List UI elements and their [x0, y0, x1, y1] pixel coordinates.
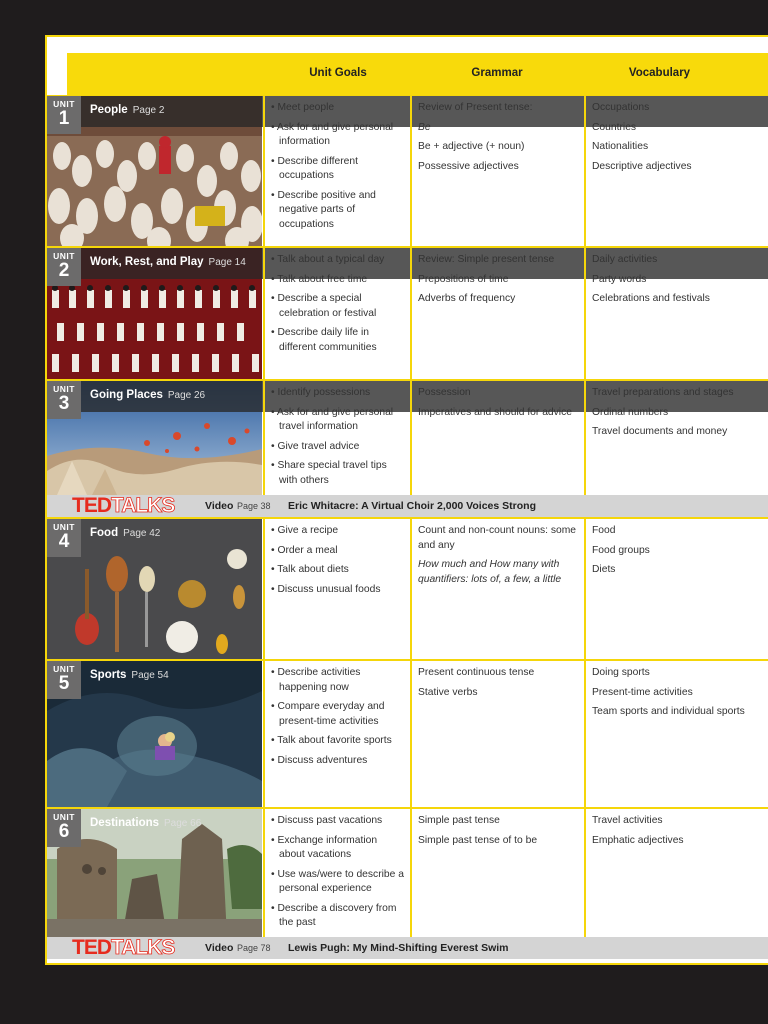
unit-row-4 — [47, 519, 768, 659]
ted-talks-bar-2[interactable] — [47, 937, 768, 959]
unit-row-6 — [47, 809, 768, 937]
unit-2-goals — [263, 248, 410, 379]
goal-item: • Describe a discovery from the past — [271, 902, 404, 931]
unit-title-text: Sports — [90, 669, 127, 681]
goal-item: • Discuss unusual foods — [271, 583, 404, 598]
unit-row-2 — [47, 248, 768, 379]
goal-item: • Give travel advice — [271, 440, 404, 455]
unit-page: Page 66 — [164, 818, 202, 829]
unit-5-vocabulary — [584, 661, 768, 807]
unit-2-vocabulary — [584, 248, 768, 379]
grammar-item: Be — [418, 121, 431, 133]
goal-item: • Talk about diets — [271, 563, 404, 578]
goal-item: • Use was/were to describe a personal experience — [271, 868, 404, 897]
unit-title-text: People — [90, 104, 128, 116]
goal-item: • Share special travel tips with others — [271, 459, 404, 488]
ted-talks-logo: TEDTALKS — [72, 494, 175, 517]
grammar-item: Simple past tense — [418, 815, 500, 826]
unit-5-grammar — [410, 661, 584, 807]
unit-label: UNIT — [53, 664, 75, 674]
unit-label: UNIT — [53, 99, 75, 109]
vocab-item: Food — [592, 525, 616, 536]
unit-number: 2 — [58, 260, 70, 281]
unit-4-vocabulary — [584, 519, 768, 659]
vocab-item: Countries — [592, 121, 637, 133]
grammar-item: Stative verbs — [418, 686, 478, 698]
vocab-item: Food groups — [592, 544, 650, 556]
unit-2-tag — [47, 248, 81, 286]
unit-row-3 — [47, 381, 768, 495]
unit-page: Page 14 — [208, 257, 246, 268]
vocab-item: Nationalities — [592, 141, 649, 152]
unit-row-1 — [47, 96, 768, 246]
unit-label: UNIT — [53, 812, 75, 822]
unit-4-tag — [47, 519, 81, 557]
unit-5-tag — [47, 661, 81, 699]
unit-number: 4 — [58, 531, 70, 552]
grammar-item: Be + adjective (+ noun) — [418, 141, 525, 152]
goal-item: • Talk about favorite sports — [271, 734, 404, 749]
grammar-item: Prepositions of time — [418, 273, 509, 285]
unit-2-grammar — [410, 248, 584, 379]
video-label: Video — [205, 942, 234, 954]
goal-item: • Describe different occupations — [271, 155, 404, 184]
goal-item: • Ask for and give personal information — [271, 121, 404, 150]
vocab-item: Doing sports — [592, 667, 650, 678]
grammar-item: Review of Present tense: — [418, 102, 533, 113]
unit-4-grammar — [410, 519, 584, 659]
goal-item: • Describe activities happening now — [271, 666, 404, 695]
goal-item: • Describe a special celebration or festival — [271, 292, 404, 321]
vocab-item: Travel documents and money — [592, 426, 728, 437]
unit-title-text: Work, Rest, and Play — [90, 256, 204, 268]
unit-6-grammar — [410, 809, 584, 937]
unit-page: Page 42 — [123, 528, 161, 539]
table-header — [67, 53, 768, 95]
grammar-item: Count and non-count nouns: some and any — [418, 525, 576, 551]
goal-item: • Ask for and give personal travel information — [271, 406, 404, 435]
unit-page: Page 54 — [131, 670, 169, 681]
grammar-item: Adverbs of frequency — [418, 293, 516, 304]
ted-talks-logo: TEDTALKS — [72, 936, 175, 959]
goal-item: • Exchange information about vacations — [271, 834, 404, 863]
header-grammar: Grammar — [471, 67, 523, 79]
video-page: Page 78 — [237, 943, 271, 953]
goal-item: • Give a recipe — [271, 524, 404, 539]
unit-page: Page 2 — [132, 105, 165, 116]
unit-5-goals — [263, 661, 410, 807]
unit-title-text: Destinations — [90, 817, 160, 829]
video-page: Page 38 — [237, 501, 271, 511]
unit-1-grammar — [410, 96, 584, 246]
grammar-item: Possessive adjectives — [418, 160, 519, 172]
video-label: Video — [205, 500, 234, 512]
unit-title-text: Going Places — [90, 389, 163, 401]
unit-6-vocabulary — [584, 809, 768, 937]
unit-page: Page 26 — [167, 390, 206, 401]
grammar-item: Review: Simple present tense — [418, 254, 555, 265]
unit-3-grammar — [410, 381, 584, 495]
unit-title-text: Food — [90, 527, 119, 539]
vocab-item: Descriptive adjectives — [592, 160, 692, 172]
header-vocabulary: Vocabulary — [628, 67, 691, 79]
grammar-item: Possession — [418, 387, 471, 398]
video-title: Lewis Pugh: My Mind-Shifting Everest Swim — [288, 942, 509, 954]
goal-item: • Describe daily life in different communities — [271, 326, 404, 355]
unit-3-vocabulary — [584, 381, 768, 495]
vocab-item: Party words — [592, 273, 647, 285]
goal-item: • Describe positive and negative parts of occupations — [271, 189, 404, 233]
unit-1-tag — [47, 96, 81, 134]
vocab-item: Travel activities — [592, 815, 663, 826]
goal-item: • Discuss adventures — [271, 754, 404, 769]
ted-talks-bar-1[interactable] — [47, 495, 768, 517]
grammar-item: Simple past tense of to be — [418, 834, 538, 846]
unit-row-5 — [47, 661, 768, 807]
vocab-item: Celebrations and festivals — [592, 293, 710, 304]
vocab-item: Present-time activities — [592, 686, 693, 698]
unit-number: 5 — [58, 673, 70, 694]
unit-3-tag — [47, 381, 81, 419]
grammar-item: Present continuous tense — [418, 667, 535, 678]
unit-number: 6 — [58, 821, 70, 842]
goal-item: • Discuss past vacations — [271, 814, 404, 829]
goal-item: • Order a meal — [271, 544, 404, 559]
unit-6-goals — [263, 809, 410, 937]
unit-1-goals — [263, 96, 410, 246]
goal-item: • Talk about free time — [271, 273, 404, 288]
video-title: Eric Whitacre: A Virtual Choir 2,000 Voices Strong — [288, 500, 536, 512]
header-unit-goals: Unit Goals — [309, 67, 367, 79]
vocab-item: Diets — [592, 564, 616, 575]
unit-label: UNIT — [53, 384, 75, 394]
unit-1-vocabulary — [584, 96, 768, 246]
vocab-item: Emphatic adjectives — [592, 834, 684, 846]
unit-number: 3 — [58, 393, 70, 414]
unit-3-goals — [263, 381, 410, 495]
unit-4-goals — [263, 519, 410, 659]
vocab-item: Occupations — [592, 102, 650, 113]
unit-label: UNIT — [53, 522, 75, 532]
unit-label: UNIT — [53, 251, 75, 261]
vocab-item: Ordinal numbers — [592, 406, 669, 418]
vocab-item: Travel preparations and stages — [592, 387, 734, 398]
goal-item: • Compare everyday and present-time activities — [271, 700, 404, 729]
unit-number: 1 — [58, 108, 70, 129]
unit-6-tag — [47, 809, 81, 847]
goal-item: • Identify possessions — [271, 386, 404, 401]
grammar-item: Imperatives and should for advice — [418, 406, 572, 418]
vocab-item: Team sports and individual sports — [592, 706, 745, 717]
vocab-item: Daily activities — [592, 254, 658, 265]
goal-item: • Talk about a typical day — [271, 253, 404, 268]
grammar-item: How much and How many with quantifiers: lots of, a few, a little — [418, 559, 562, 585]
goal-item: • Meet people — [271, 101, 404, 116]
